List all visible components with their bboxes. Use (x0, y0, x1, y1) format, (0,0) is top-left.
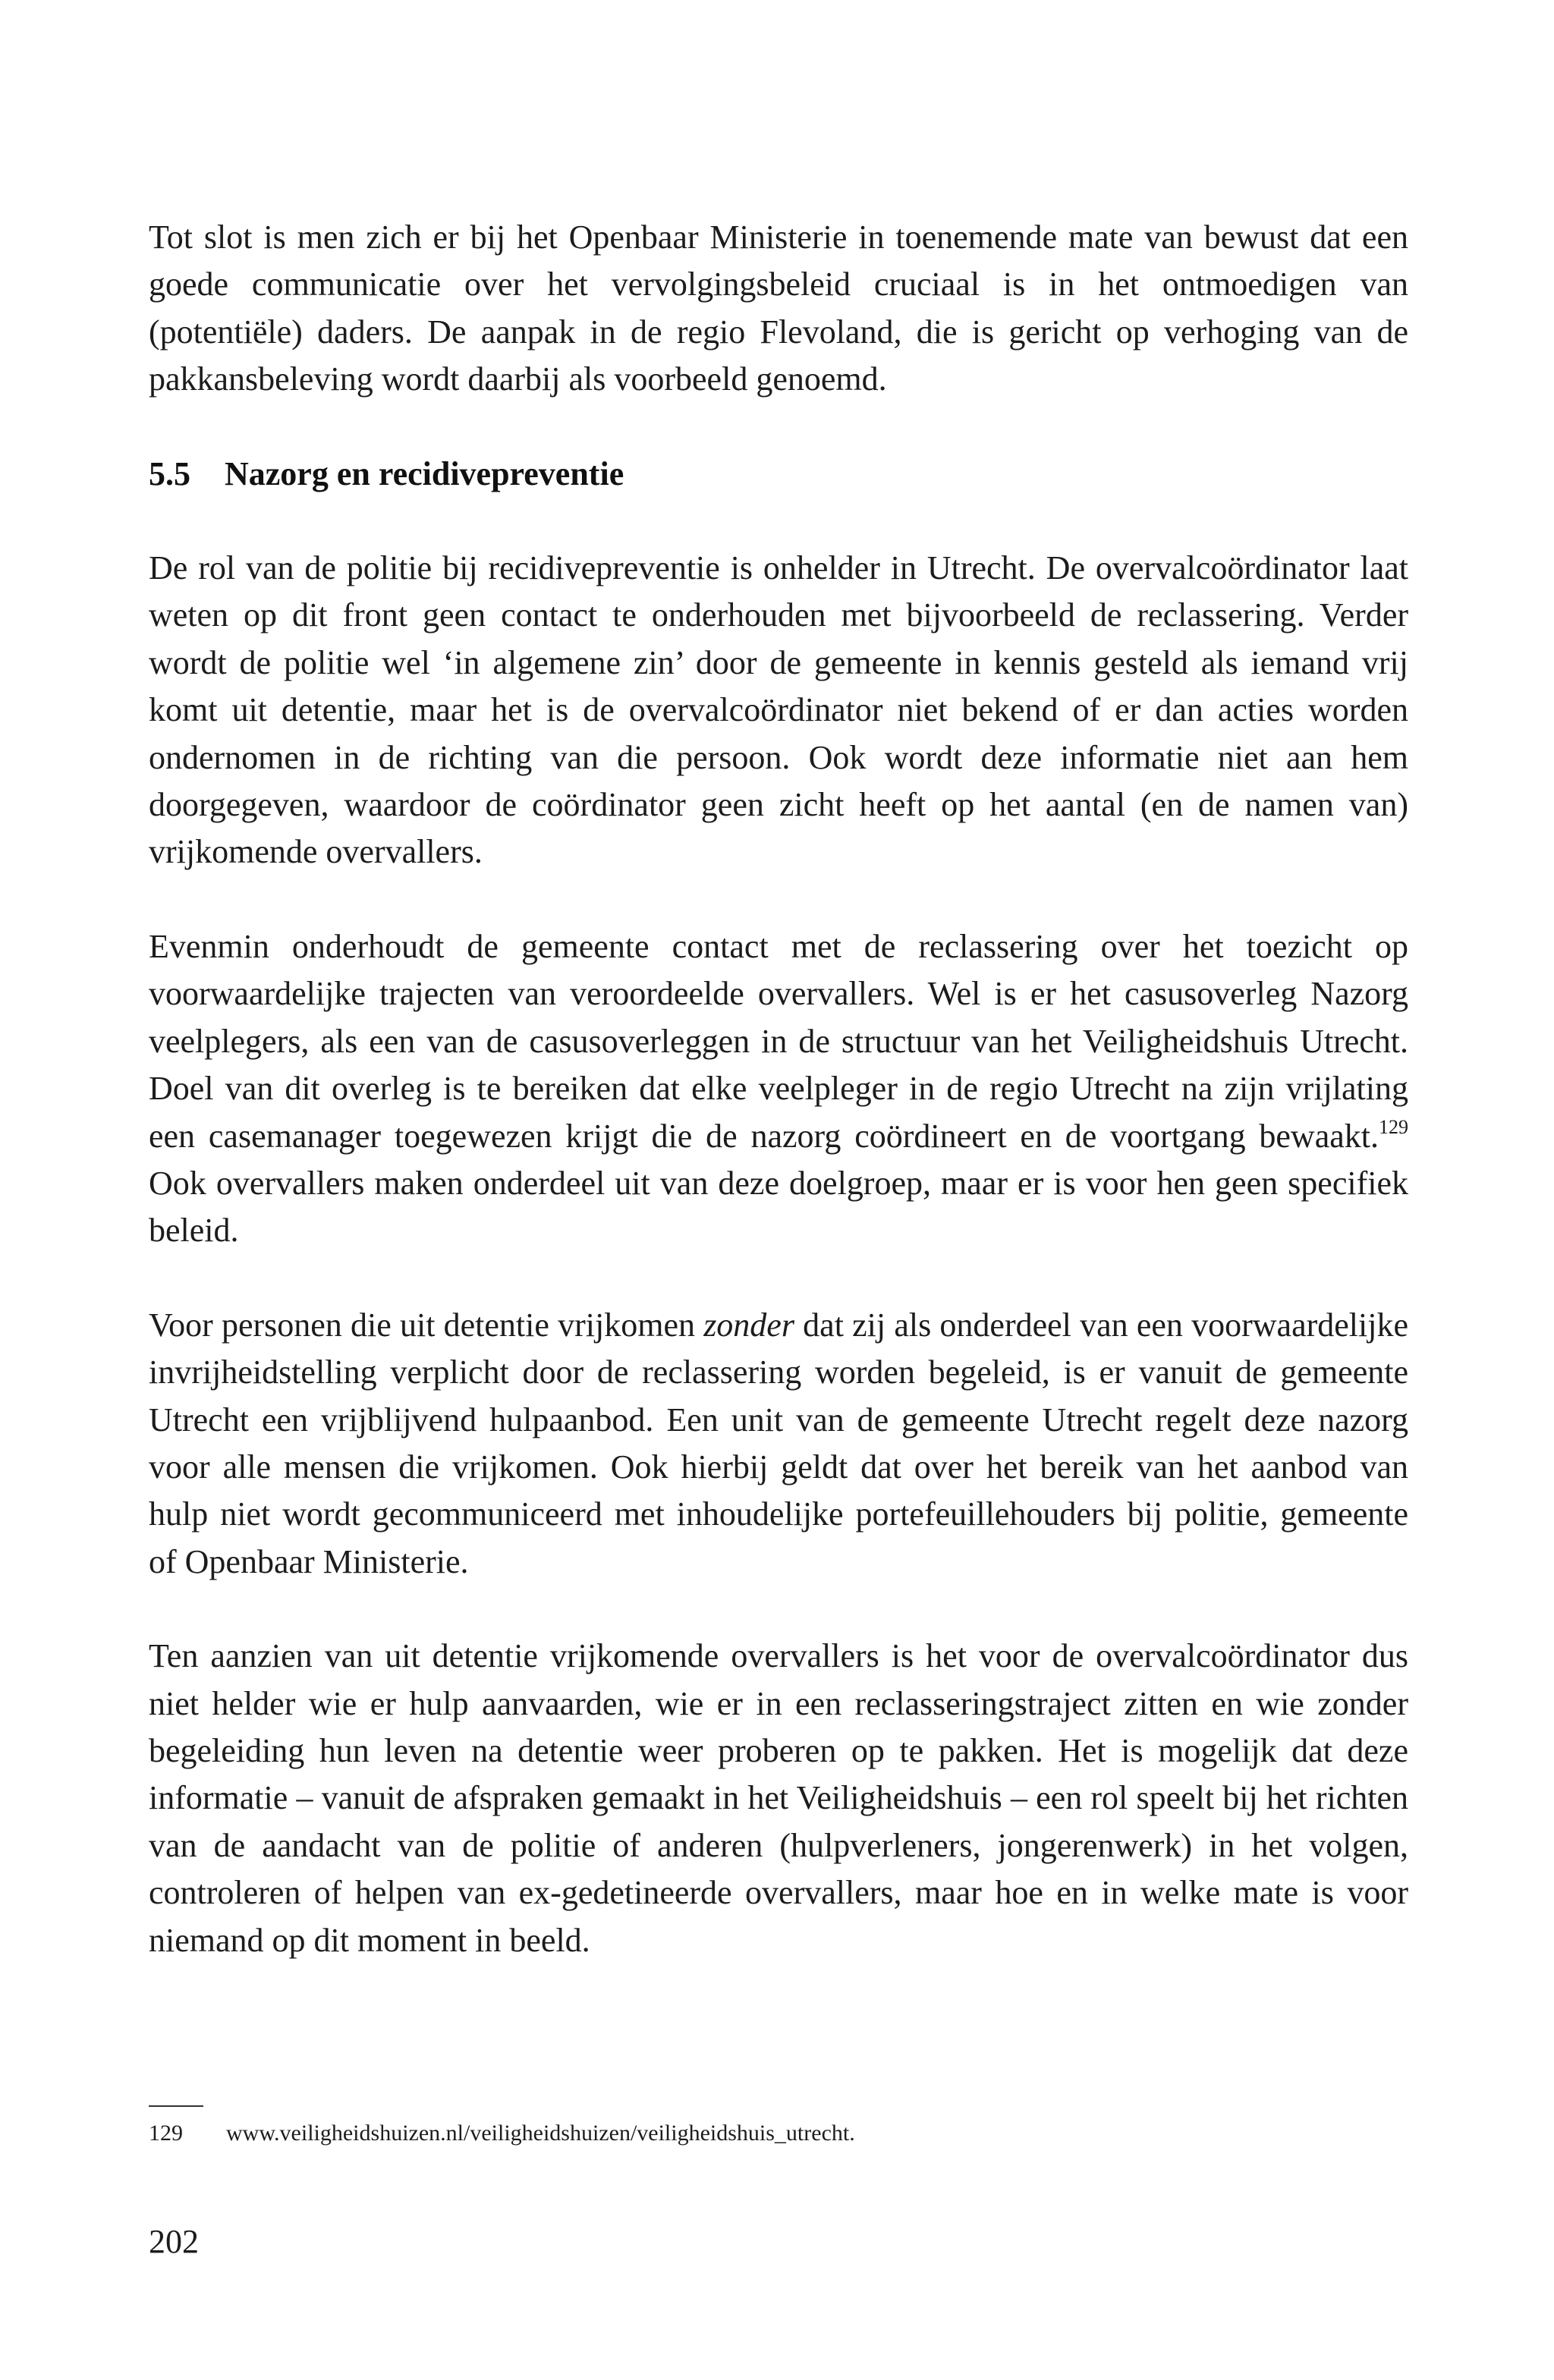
paragraph-aftercare-text: Voor personen die uit detentie vrijkomen (149, 1306, 704, 1344)
page-body (149, 214, 1408, 1964)
paragraph-intro: Tot slot is men zich er bij het Openbaar Ministerie in toenemende mate van bewust dat een goede communicatie over het vervolgingsbeleid cruciaal is in het ontmoedigen van (potentiële) daders. De aanpak in de regio Flevoland, die is gericht op verhoging van de pakkansbeleving wordt daarbij als voorbeeld genoemd. (149, 219, 1408, 398)
section-heading (149, 451, 1408, 498)
paragraph-municipality-text-cont: Ook overvallers maken onderdeel uit van deze doelgroep, maar er is voor hen geen specifiek beleid. (149, 1164, 1408, 1250)
emphasis-zonder: zonder (703, 1306, 794, 1344)
footnote (149, 2118, 855, 2149)
paragraph-police-role: De rol van de politie bij recidivepreventie is onhelder in Utrecht. De overvalcoördinator laat weten op dit front geen contact te onderhouden met bijvoorbeeld de reclassering. Verder wordt de politie wel ‘in algemene zin’ door de gemeente in kennis gesteld als iemand vrij komt uit detentie, maar het is de overvalcoördinator niet bekend of er dan acties worden ondernomen in de richting van die persoon. Ook wordt deze informatie niet aan hem doorgegeven, waardoor de coördinator geen zicht heeft op het aantal (en de namen van) vrijkomende overvallers. (149, 549, 1408, 871)
paragraph-conclusion: Ten aanzien van uit detentie vrijkomende overvallers is het voor de overvalcoördinator dus niet helder wie er hulp aanvaarden, wie er in een reclasseringstraject zitten en wie zonder begeleiding hun leven na detentie weer proberen op te pakken. Het is mogelijk dat deze informatie – vanuit de afspraken gemaakt in het Veiligheidshuis – een rol speelt bij het richten van de aandacht van de politie of anderen (hulpverleners, jongerenwerk) in het volgen, controleren of helpen van ex-gedetineerde overvallers, maar hoe en in welke mate is voor niemand op dit moment in beeld. (149, 1637, 1408, 1959)
page-number: 202 (149, 2223, 199, 2260)
paragraph-aftercare-text-cont: dat zij als onderdeel van een voorwaardelijke invrijheidstelling verplicht door de reclassering worden begeleid, is er vanuit de gemeente Utrecht een vrijblijvend hulpaanbod. Een unit van de gemeente Utrecht regelt deze nazorg voor alle mensen die vrijkomen. Ook hierbij geldt dat over het bereik van het aanbod van hulp niet wordt gecommuniceerd met inhoudelijke portefeuillehouders bij politie, gemeente of Openbaar Ministerie. (149, 1306, 1408, 1580)
footnote-divider (149, 2105, 203, 2107)
footnote-reference[interactable]: 129 (1379, 1115, 1408, 1138)
section-title: Nazorg en recidivepreventie (225, 454, 624, 492)
paragraph-aftercare (149, 1302, 1408, 1586)
section-number: 5.5 (149, 454, 190, 492)
paragraph-municipality-text: Evenmin onderhoudt de gemeente contact met de reclassering over het toezicht op voorwaardelijke trajecten van veroordeelde overvallers. Wel is er het casusoverleg Nazorg veelplegers, als een van de casusoverleggen in de structuur van het Veiligheidshuis Utrecht. Doel van dit overleg is te bereiken dat elke veelpleger in de regio Utrecht na zijn vrijlating een casemanager toegewezen krijgt die de nazorg coördineert en de voortgang bewaakt. (149, 927, 1408, 1155)
footnote-link[interactable]: www.veiligheidshuizen.nl/veiligheidshuizen/veiligheidshuis_utrecht. (226, 2121, 855, 2146)
footnote-number: 129 (149, 2121, 183, 2146)
paragraph-municipality (149, 923, 1408, 1255)
